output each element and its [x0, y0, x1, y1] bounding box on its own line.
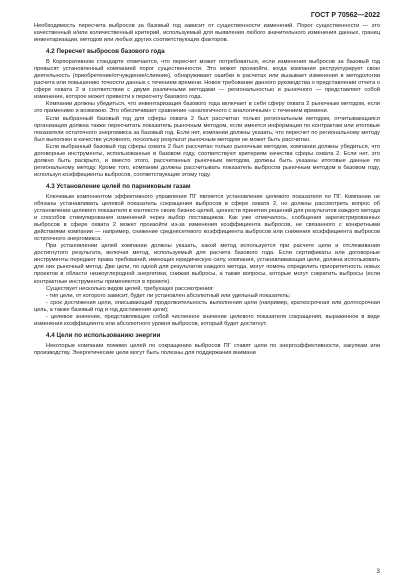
- paragraph: Необходимость пересчета выбросов за базовый год зависит от существенности изменений. Порог существенности — это качественный и/или количественный критерий, используемый для выявления любого значительного изменения данных, границ инвентаризации, методов или любых других соответствующих факторов.: [34, 23, 380, 44]
- paragraph: Некоторые компании помимо целей по сокращению выбросов ПГ ставят цели по энергоэффективности, закупкам или производству. Энергетические цели могут быть полезны для поддержания внимани: [34, 342, 380, 356]
- section-heading-4-3: 4.3 Установление целей по парниковым газам: [46, 182, 191, 190]
- list-item: - срок достижения цели, описывающий продолжительность выполнения цели (например, краткосрочная или долгосрочная цель, а также базовый год и год достижения цели);: [34, 299, 380, 313]
- page-number: 3: [376, 568, 380, 575]
- section-heading-4-2: 4.2 Пересчет выбросов базового года: [46, 48, 165, 56]
- paragraph: Компании должны убедиться, что инвентаризация базового года включает в себя сферу охвата 2 рыночным методом, если это применимо и возможно. Это обеспечивает сравнение «аналогичного с аналогичным» с течением времени.: [34, 101, 380, 115]
- paragraph: При установлении целей компании должны указать, какой метод используется при расчете цели и отслеживания достигнутого результата, включая метод, используемый для расчета базового года. Если сертификаты или договорные инструменты передают права требований, имеющих юридическую силу, компания, устанавливающая цели, должна использовать для них рыночный метод. Две цели, по одной для результатов каждого метода, могут помочь определить приоритетность новых проектов в области низкоуглеродной энергетики, снижая выбросы, а также вопросы, которые могут сократить выбросы (если контрактные инструменты применяются в проекте).: [34, 243, 380, 285]
- paragraph: В Корпоративном стандарте отмечается, что пересчет может потребоваться, если изменения выбросов за базовый год превысят установленный компанией порог существенности. Это может произойти, когда компания реструктурирует свою деятельность (приобретение/отчуждение/слияние), обнаруживает ошибки в расчетах или вызывает изменения в методологии расчета или повышению точности данных с течением времени. Новое требование данного руководства о представлении отчета о сфере охвата 2 в соответствии с двумя различными методами — региональностью и рыночного — представляет собой изменение, которое может привести к пересчету базового года.: [34, 59, 380, 101]
- document-body: [34, 23, 380, 357]
- paragraph: Ключевым компонентом эффективного управления ПГ является установление целевого показателя по ПГ. Компании не обязаны устанавливать целевой показатель сокращения выбросов в сфере охвата 2, но должны рассмотреть вопрос об установлении целевого показателя в контексте своих бизнес-целей, ценности принятия решений для результатов каждого метода и способов стимулирования изменений через выбор поставщиков. Как уже отмечалось, сообщения зарегистрированных выбросов в сфере охвата 2 может произойти из-за изменения коэффициента выбросов, не связанного с конкретными действиями компании — например, снижение среднесетевого коэффициента выбросов или снижения коэффициента выбросов остаточного энергомикса.: [34, 193, 380, 243]
- list-item: - целевое значение, представляющее собой численное значение целевого показателя сокращения, выраженное в виде изменения коэффициента или абсолютного уровня выбросов, который будет достигнут.: [34, 313, 380, 327]
- list-item: - тип цели, от которого зависит, будет ли установлен абсолютный или удельный показатель;: [46, 292, 291, 299]
- paragraph: Если выбранный базовый год для сферы охвата 2 был рассчитан только региональным методом, отчитывающаяся организация должна также пересчитать показатель рыночным методом, если имеется информация по контрактам или итоговые показатели остаточного энергомикса за базовый год. Если нет, компании должны указать, что пересчет по региональному методу был выполнен в качестве условного, поскольку результат рыночным методом не может быть рассчитан.: [34, 115, 380, 143]
- section-heading-4-4: 4.4 Цели по использованию энергии: [46, 331, 161, 339]
- page-header: ГОСТ Р 70562—2022: [310, 12, 380, 19]
- paragraph: Если выбранный базовый год сферы охвата 2 был рассчитан только рыночным методом, компании должны убедиться, что договорные инструменты, использованные в базовом году, соответствуют критериям качества сферы охвата 2. Если нет, это должно быть раскрыто, и вместо этого, рассчитанных рыночным методом, должны быть указаны итоговые данные по региональному методу. Кроме того, компании должны рассчитывать показатель выбросов рыночным методом в базовом году, используя коэффициенты выбросов, соответствующие этому году.: [34, 143, 380, 178]
- paragraph: Существует несколько видов целей, требующих рассмотрения:: [46, 285, 214, 292]
